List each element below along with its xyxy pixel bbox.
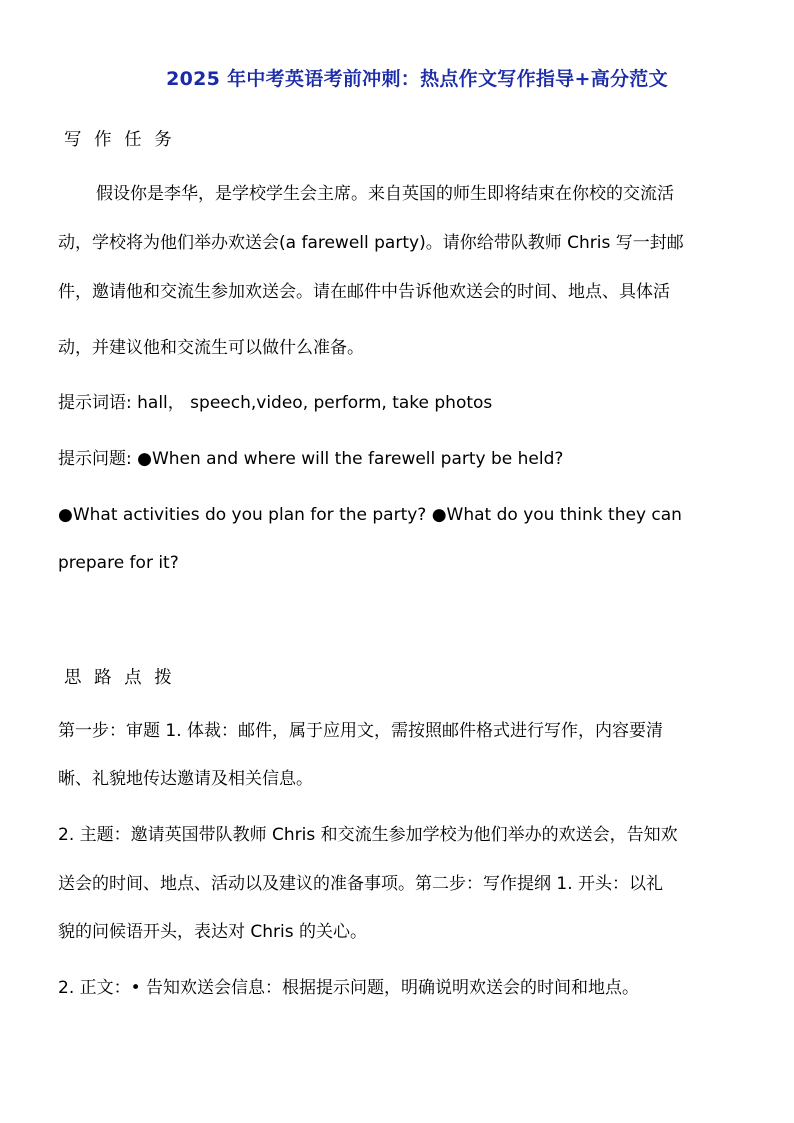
ideas-line: 2. 主题：邀请英国带队教师 Chris 和交流生参加学校为他们举办的欢送会，告知欢 [58,825,678,845]
task-line: 假设你是李华，是学校学生会主席。来自英国的师生即将结束在你校的交流活 [96,184,674,204]
task-line: 动，学校将为他们举办欢送会(a farewell party)。请你给带队教师 Chris 写一封邮 [58,233,684,253]
task-line: 件，邀请他和交流生参加欢送会。请在邮件中告诉他欢送会的时间、地点、具体活 [58,282,670,302]
hint-questions: 提示问题: ●When and where will the farewell party be held? [58,449,564,469]
ideas-line: 第一步：审题 1. 体裁：邮件，属于应用文，需按照邮件格式进行写作，内容要清 [58,721,664,741]
ideas-line: 貌的问候语开头，表达对 Chris 的关心。 [58,922,368,942]
ideas-line: 送会的时间、地点、活动以及建议的准备事项。第二步：写作提纲 1. 开头：以礼 [58,874,664,894]
document-title: 2025 年中考英语考前冲刺：热点作文写作指导+高分范文 [166,68,668,90]
section-heading-ideas: 思 路 点 拨 [64,668,176,688]
section-heading-writing-task: 写 作 任 务 [64,130,176,150]
hint-questions-cont: ●What activities do you plan for the party? ●What do you think they can [58,505,682,525]
hint-questions-cont: prepare for it? [58,553,179,573]
task-line: 动，并建议他和交流生可以做什么准备。 [58,338,364,358]
ideas-line: 2. 正文：• 告知欢送会信息：根据提示问题，明确说明欢送会的时间和地点。 [58,978,640,998]
ideas-line: 晰、礼貌地传达邀请及相关信息。 [58,769,313,789]
hint-words: 提示词语: hall， speech,video, perform, take photos [58,393,493,413]
